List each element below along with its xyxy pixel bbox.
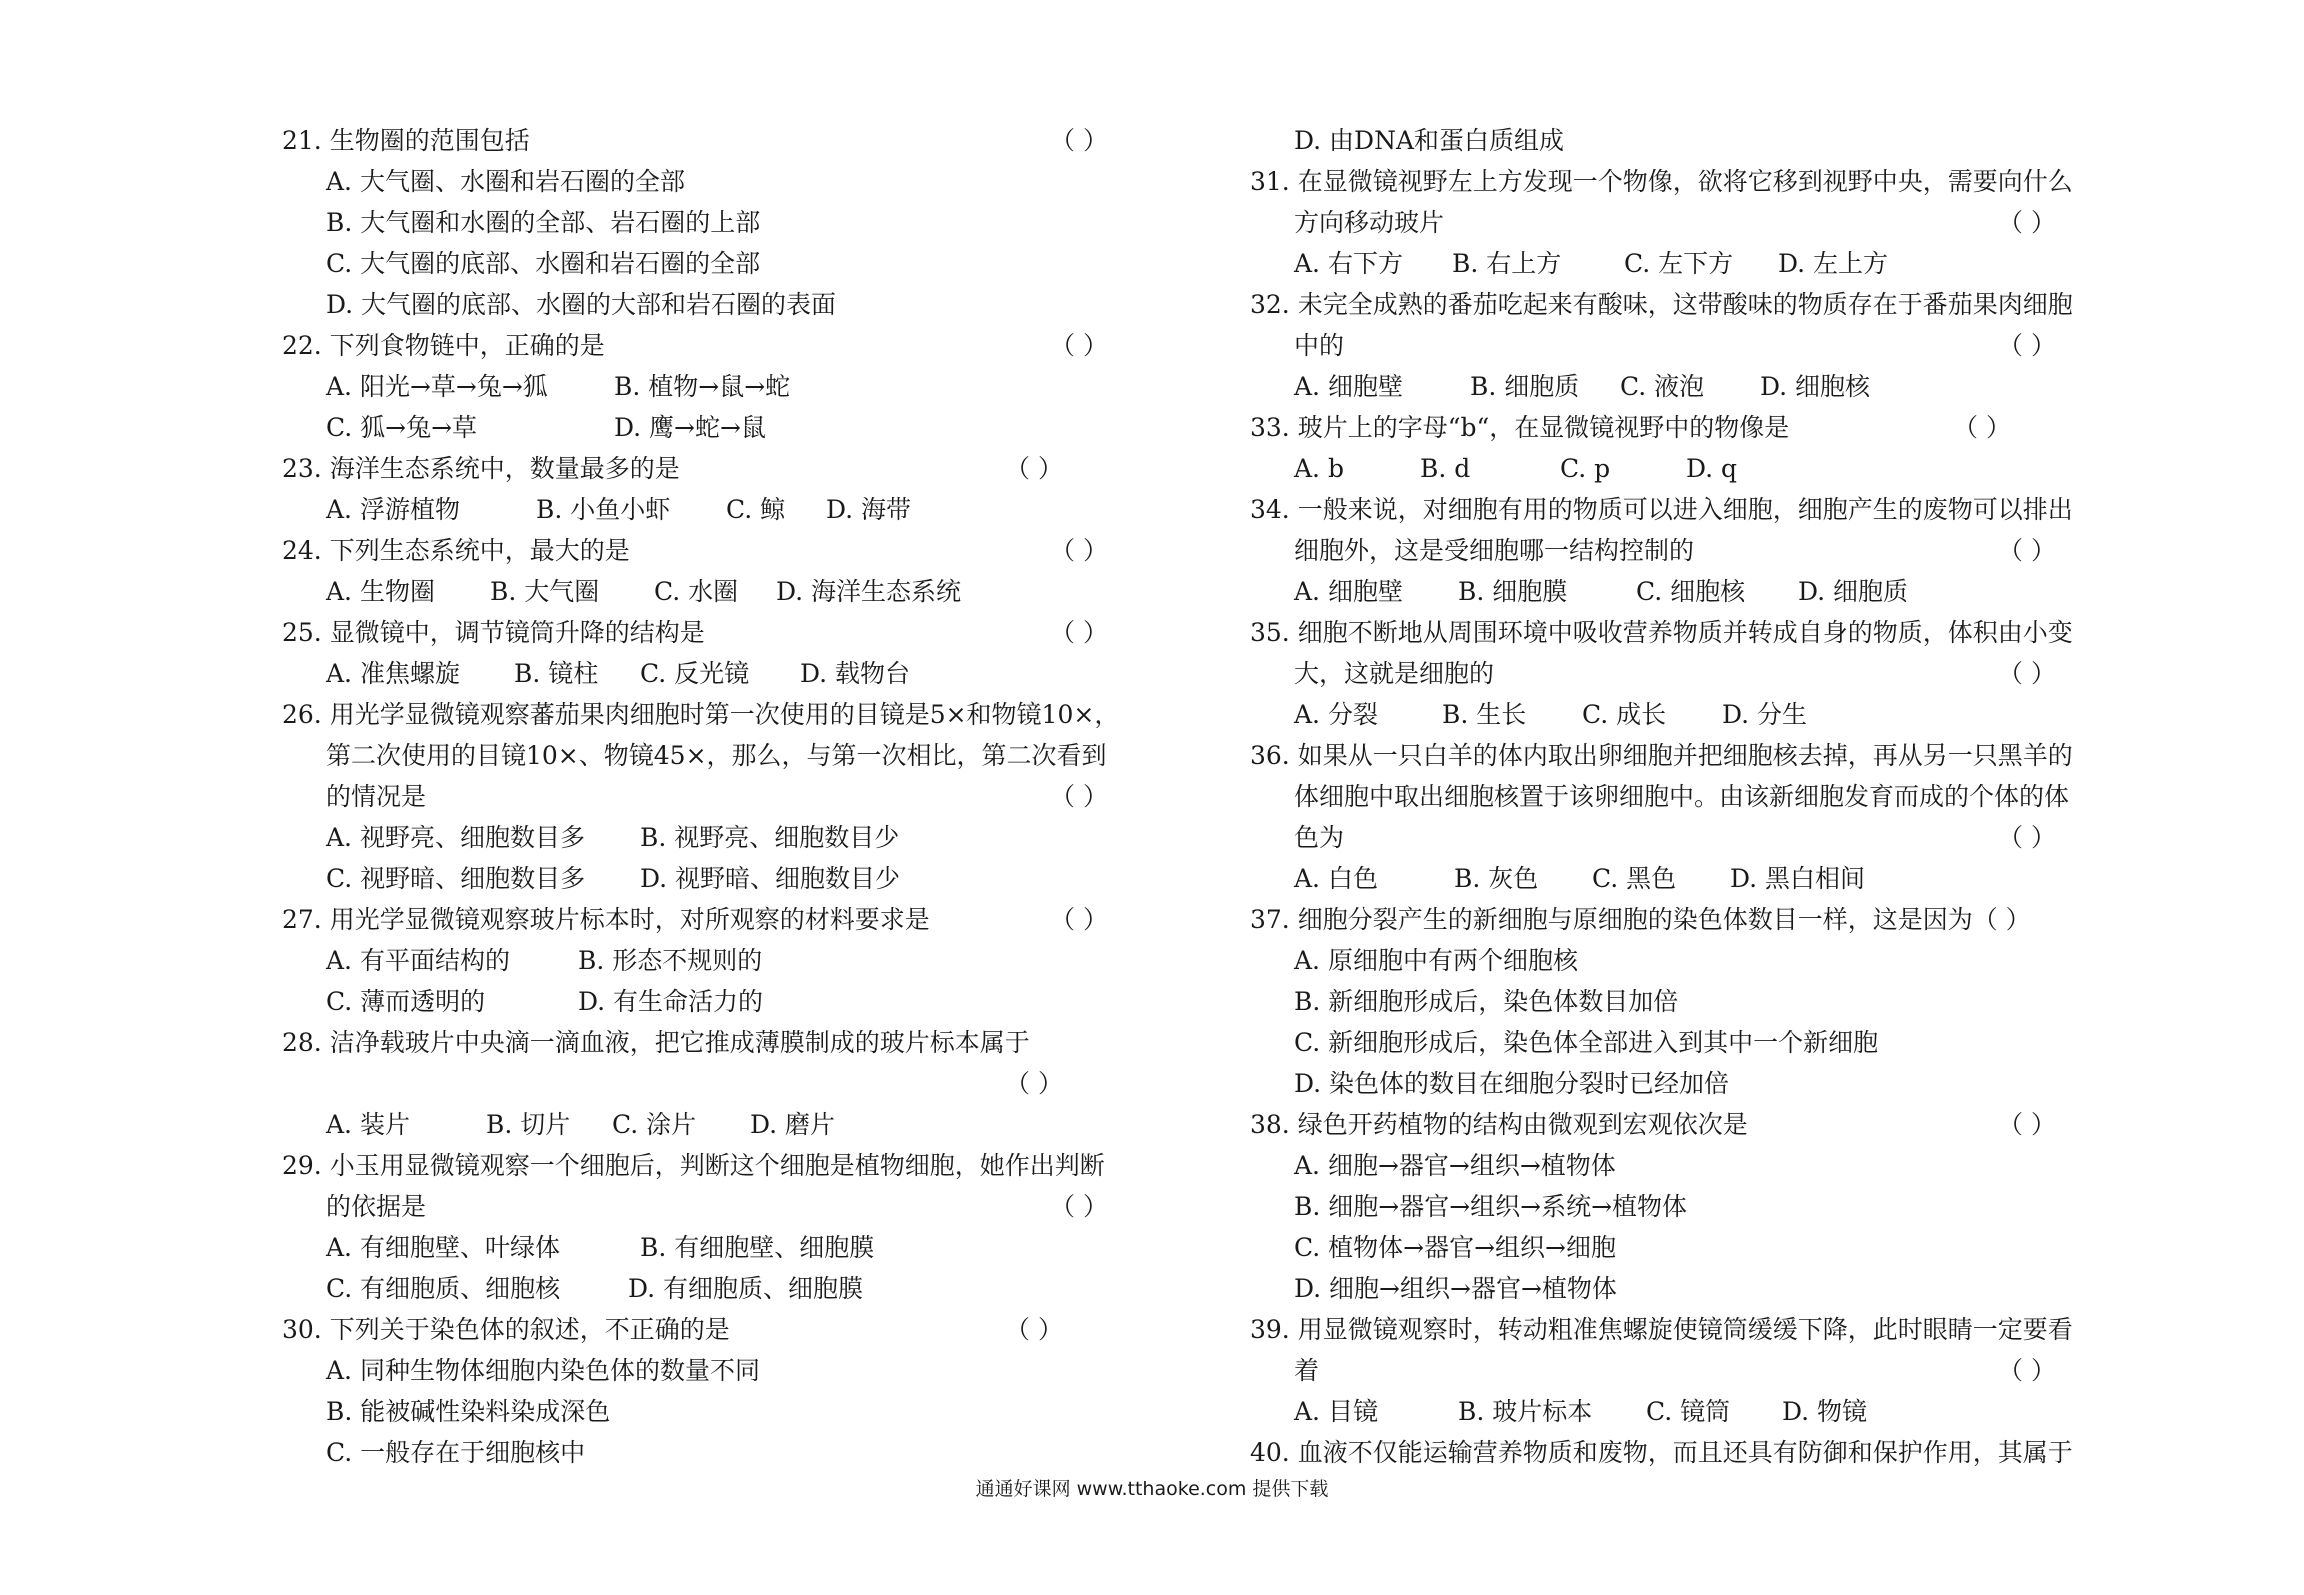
question-stem	[1250, 407, 2090, 448]
question-text: D. 由DNA和蛋白质组成	[1294, 126, 1565, 155]
option-row	[1250, 858, 2090, 899]
question-text: 34. 一般来说，对细胞有用的物质可以进入细胞，细胞产生的废物可以排出	[1250, 495, 2073, 524]
question-text: C. 一般存在于细胞核中	[326, 1438, 586, 1467]
answer-blank[interactable]: （ ）	[1050, 905, 1108, 934]
answer-option: A. 细胞壁	[1294, 577, 1403, 606]
answer-option: B. 细胞质	[1470, 372, 1580, 401]
question-stem	[1250, 1309, 2090, 1350]
answer-blank[interactable]: （ ）	[1050, 331, 1108, 360]
answer-option: C. 黑色	[1592, 864, 1677, 893]
answer-option: D. 鹰→蛇→鼠	[614, 413, 766, 442]
question-line	[282, 1063, 1122, 1104]
question-text: 细胞外，这是受细胞哪一结构控制的	[1294, 536, 1695, 565]
answer-option: D. 物镜	[1782, 1397, 1868, 1426]
answer-option: D. 有细胞质、细胞膜	[628, 1274, 864, 1303]
answer-option: D. 磨片	[750, 1110, 836, 1139]
question-text: A. 同种生物体细胞内染色体的数量不同	[326, 1356, 760, 1385]
answer-blank[interactable]: （ ）	[1050, 782, 1108, 811]
question-text: 24. 下列生态系统中，最大的是	[282, 536, 630, 565]
question-line	[282, 1350, 1122, 1391]
answer-option: A. 浮游植物	[326, 495, 460, 524]
answer-option: C. 反光镜	[640, 659, 750, 688]
answer-blank[interactable]: （ ）	[1998, 331, 2056, 360]
answer-option: C. 视野暗、细胞数目多	[326, 864, 586, 893]
question-line	[1250, 776, 2090, 817]
answer-option: A. 装片	[326, 1110, 410, 1139]
answer-option: D. 细胞质	[1798, 577, 1909, 606]
right-column	[1250, 120, 2090, 1473]
answer-blank[interactable]: （ ）	[1050, 618, 1108, 647]
question-text: 体细胞中取出细胞核置于该卵细胞中。由该新细胞发育而成的个体的体	[1294, 782, 2070, 811]
question-text: 40. 血液不仅能运输营养物质和废物，而且还具有防御和保护作用，其属于	[1250, 1438, 2073, 1467]
answer-option: B. 镜柱	[514, 659, 599, 688]
question-line	[1250, 325, 2090, 366]
option-row	[1250, 366, 2090, 407]
question-stem	[1250, 735, 2090, 776]
question-stem	[1250, 1104, 2090, 1145]
answer-option: A. 准焦螺旋	[326, 659, 460, 688]
question-text: 25. 显微镜中，调节镜筒升降的结构是	[282, 618, 705, 647]
answer-option: A. 分裂	[1294, 700, 1378, 729]
question-stem	[1250, 284, 2090, 325]
question-stem	[1250, 899, 2090, 940]
answer-option: B. 生长	[1442, 700, 1527, 729]
answer-blank[interactable]: （ ）	[1050, 1192, 1108, 1221]
answer-option: D. 载物台	[800, 659, 911, 688]
question-text: 23. 海洋生态系统中，数量最多的是	[282, 454, 680, 483]
answer-option: A. 生物圈	[326, 577, 435, 606]
answer-option: C. 狐→兔→草	[326, 413, 478, 442]
question-text: 39. 用显微镜观察时，转动粗准焦螺旋使镜筒缓缓下降，此时眼睛一定要看	[1250, 1315, 2073, 1344]
answer-option: C. 成长	[1582, 700, 1667, 729]
question-text: 38. 绿色开药植物的结构由微观到宏观依次是	[1250, 1110, 1748, 1139]
question-text: 35. 细胞不断地从周围环境中吸收营养物质并转成自身的物质，体积由小变	[1250, 618, 2073, 647]
question-text: 中的	[1294, 331, 1345, 360]
question-text: A. 大气圈、水圈和岩石圈的全部	[326, 167, 685, 196]
answer-option: B. 切片	[486, 1110, 571, 1139]
question-text: 27. 用光学显微镜观察玻片标本时，对所观察的材料要求是	[282, 905, 930, 934]
question-stem	[282, 1145, 1122, 1186]
answer-option: B. 小鱼小虾	[536, 495, 671, 524]
question-line	[282, 1432, 1122, 1473]
question-line	[1250, 1227, 2090, 1268]
answer-blank[interactable]: （ ）	[1050, 536, 1108, 565]
question-stem	[1250, 489, 2090, 530]
question-text: C. 新细胞形成后，染色体全部进入到其中一个新细胞	[1294, 1028, 1879, 1057]
answer-option: C. 水圈	[654, 577, 739, 606]
question-text: B. 大气圈和水圈的全部、岩石圈的上部	[326, 208, 761, 237]
answer-option: A. 有平面结构的	[326, 946, 510, 975]
answer-option: C. 液泡	[1620, 372, 1705, 401]
question-text: 大，这就是细胞的	[1294, 659, 1495, 688]
option-row	[282, 571, 1122, 612]
question-text: 32. 未完全成熟的番茄吃起来有酸味，这带酸味的物质存在于番茄果肉细胞	[1250, 290, 2073, 319]
answer-option: D. 细胞核	[1760, 372, 1871, 401]
question-text: C. 植物体→器官→组织→细胞	[1294, 1233, 1616, 1262]
answer-option: A. 有细胞壁、叶绿体	[326, 1233, 560, 1262]
answer-option: C. 鲸	[726, 495, 786, 524]
question-text: 30. 下列关于染色体的叙述，不正确的是	[282, 1315, 730, 1344]
question-text: 33. 玻片上的字母“b“，在显微镜视野中的物像是	[1250, 413, 1790, 442]
question-text: B. 细胞→器官→组织→系统→植物体	[1294, 1192, 1688, 1221]
question-line	[282, 1391, 1122, 1432]
question-stem	[282, 694, 1122, 735]
question-line	[1250, 1022, 2090, 1063]
option-row	[1250, 694, 2090, 735]
question-line	[1250, 530, 2090, 571]
question-text: A. 细胞→器官→组织→植物体	[1294, 1151, 1616, 1180]
question-stem	[282, 448, 1122, 489]
option-row	[282, 981, 1122, 1022]
question-stem	[282, 899, 1122, 940]
answer-blank[interactable]: （ ）	[1998, 823, 2056, 852]
answer-option: D. 视野暗、细胞数目少	[640, 864, 901, 893]
question-line	[282, 776, 1122, 817]
answer-option: B. 灰色	[1454, 864, 1539, 893]
answer-option: C. 细胞核	[1636, 577, 1746, 606]
answer-option: A. b	[1294, 454, 1344, 483]
answer-option: C. 涂片	[612, 1110, 697, 1139]
question-stem	[1250, 612, 2090, 653]
option-row	[1250, 1391, 2090, 1432]
question-line	[282, 284, 1122, 325]
answer-blank[interactable]: （ ）	[1998, 1356, 2056, 1385]
question-text: 26. 用光学显微镜观察蕃茄果肉细胞时第一次使用的目镜是5×和物镜10×，	[282, 700, 1120, 729]
question-text: D. 细胞→组织→器官→植物体	[1294, 1274, 1617, 1303]
answer-option: B. d	[1420, 454, 1471, 483]
question-text: 第二次使用的目镜10×、物镜45×，那么，与第一次相比，第二次看到	[326, 741, 1107, 770]
option-row	[282, 653, 1122, 694]
question-text: B. 能被碱性染料染成深色	[326, 1397, 611, 1426]
option-row	[282, 1227, 1122, 1268]
question-line	[1250, 1186, 2090, 1227]
option-row	[1250, 571, 2090, 612]
question-stem	[282, 1309, 1122, 1350]
question-text: 的依据是	[326, 1192, 427, 1221]
question-text: A. 原细胞中有两个细胞核	[1294, 946, 1578, 975]
answer-option: A. 右下方	[1294, 249, 1403, 278]
option-row	[282, 1268, 1122, 1309]
question-text: 22. 下列食物链中，正确的是	[282, 331, 605, 360]
option-row	[1250, 448, 2090, 489]
question-text: 的情况是	[326, 782, 427, 811]
question-text: 29. 小玉用显微镜观察一个细胞后，判断这个细胞是植物细胞，她作出判断	[282, 1151, 1105, 1180]
question-line	[1250, 981, 2090, 1022]
answer-blank[interactable]: （ ）	[1005, 1315, 1063, 1344]
question-stem	[282, 1022, 1122, 1063]
answer-option: C. 镜筒	[1646, 1397, 1731, 1426]
answer-option: D. 黑白相间	[1730, 864, 1866, 893]
option-row	[282, 858, 1122, 899]
question-stem	[282, 530, 1122, 571]
option-row	[282, 817, 1122, 858]
answer-option: B. 玻片标本	[1458, 1397, 1593, 1426]
question-text: 着	[1294, 1356, 1320, 1385]
answer-option: A. 阳光→草→兔→狐	[326, 372, 548, 401]
answer-option: C. p	[1560, 454, 1611, 483]
question-line	[1250, 653, 2090, 694]
answer-blank[interactable]: （ ）	[1005, 1069, 1063, 1098]
question-line	[282, 735, 1122, 776]
answer-option: A. 白色	[1294, 864, 1378, 893]
answer-option: A. 细胞壁	[1294, 372, 1403, 401]
answer-option: D. 海洋生态系统	[776, 577, 962, 606]
question-text: 37. 细胞分裂产生的新细胞与原细胞的染色体数目一样，这是因为（ ）	[1250, 905, 2031, 934]
answer-option: D. 左上方	[1778, 249, 1889, 278]
question-line	[1250, 940, 2090, 981]
question-text: 36. 如果从一只白羊的体内取出卵细胞并把细胞核去掉，再从另一只黑羊的	[1250, 741, 2073, 770]
question-stem	[1250, 161, 2090, 202]
question-stem	[1250, 1432, 2090, 1473]
question-line	[282, 161, 1122, 202]
answer-option: A. 视野亮、细胞数目多	[326, 823, 585, 852]
question-text: 28. 洁净载玻片中央滴一滴血液，把它推成薄膜制成的玻片标本属于	[282, 1028, 1030, 1057]
answer-option: B. 有细胞壁、细胞膜	[640, 1233, 875, 1262]
question-text: C. 大气圈的底部、水圈和岩石圈的全部	[326, 249, 761, 278]
answer-blank[interactable]: （ ）	[1998, 659, 2056, 688]
left-column	[282, 120, 1122, 1473]
answer-option: D. 有生命活力的	[578, 987, 764, 1016]
answer-option: D. q	[1686, 454, 1738, 483]
answer-blank[interactable]: （ ）	[1005, 454, 1063, 483]
option-row	[1250, 243, 2090, 284]
question-text: 方向移动玻片	[1294, 208, 1445, 237]
answer-option: C. 有细胞质、细胞核	[326, 1274, 561, 1303]
question-line	[282, 202, 1122, 243]
option-row	[282, 366, 1122, 407]
question-line	[1250, 1350, 2090, 1391]
question-line	[1250, 120, 2090, 161]
question-text: 色为	[1294, 823, 1345, 852]
option-row	[282, 940, 1122, 981]
question-line	[1250, 1145, 2090, 1186]
answer-blank[interactable]: （ ）	[1998, 1110, 2056, 1139]
question-text: D. 大气圈的底部、水圈的大部和岩石圈的表面	[326, 290, 837, 319]
option-row	[282, 489, 1122, 530]
footer-source: 通通好课网 www.tthaoke.com 提供下载	[975, 1478, 1329, 1500]
answer-option: B. 细胞膜	[1458, 577, 1568, 606]
question-stem	[282, 325, 1122, 366]
answer-option: B. 右上方	[1452, 249, 1562, 278]
answer-option: A. 目镜	[1294, 1397, 1378, 1426]
option-row	[282, 407, 1122, 448]
answer-option: B. 形态不规则的	[578, 946, 763, 975]
question-text: D. 染色体的数目在细胞分裂时已经加倍	[1294, 1069, 1730, 1098]
question-stem	[282, 120, 1122, 161]
answer-option: B. 大气圈	[490, 577, 600, 606]
answer-option: C. 左下方	[1624, 249, 1734, 278]
answer-blank[interactable]: （ ）	[1050, 126, 1108, 155]
question-stem	[282, 612, 1122, 653]
question-line	[1250, 817, 2090, 858]
answer-blank[interactable]: （ ）	[1998, 208, 2056, 237]
question-text: 21. 生物圈的范围包括	[282, 126, 530, 155]
question-text: B. 新细胞形成后，染色体数目加倍	[1294, 987, 1679, 1016]
answer-blank[interactable]: （ ）	[1953, 413, 2011, 442]
question-text: 31. 在显微镜视野左上方发现一个物像，欲将它移到视野中央，需要向什么	[1250, 167, 2073, 196]
answer-option: D. 海带	[826, 495, 912, 524]
answer-option: B. 植物→鼠→蛇	[614, 372, 791, 401]
question-line	[1250, 1063, 2090, 1104]
option-row	[282, 1104, 1122, 1145]
answer-option: C. 薄而透明的	[326, 987, 486, 1016]
answer-blank[interactable]: （ ）	[1998, 536, 2056, 565]
answer-option: D. 分生	[1722, 700, 1808, 729]
question-line	[282, 243, 1122, 284]
question-line	[1250, 202, 2090, 243]
question-line	[282, 1186, 1122, 1227]
question-line	[1250, 1268, 2090, 1309]
answer-option: B. 视野亮、细胞数目少	[640, 823, 900, 852]
